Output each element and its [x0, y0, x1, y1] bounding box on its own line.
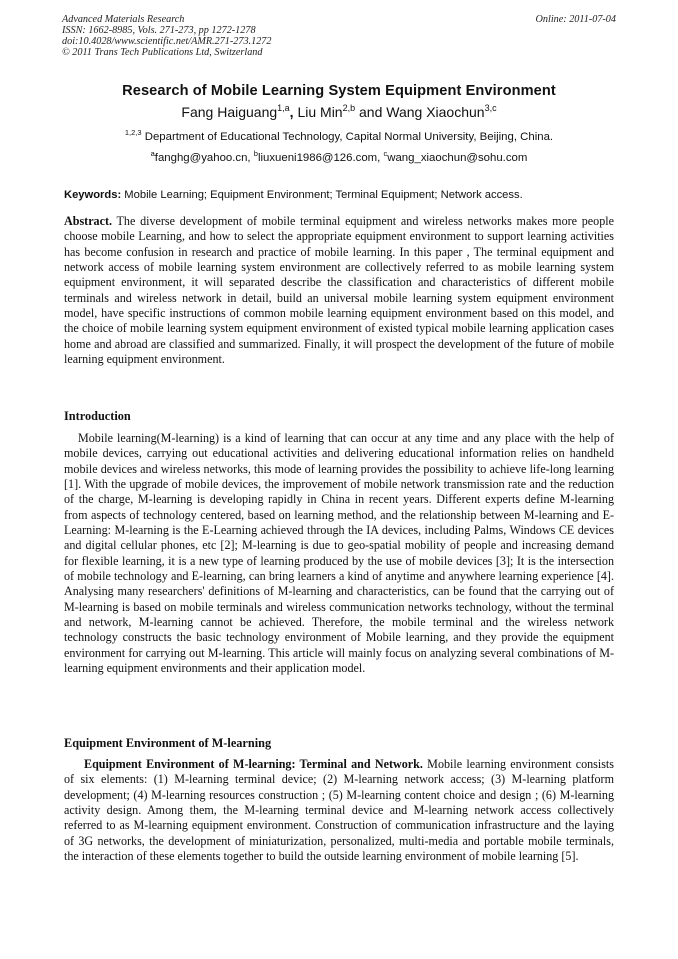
author-name: Liu Min [297, 104, 343, 120]
abstract-label: Abstract. [64, 214, 113, 228]
subsection-lead: Equipment Environment of M-learning: Terminal and Network. [84, 757, 423, 771]
section-heading-introduction: Introduction [64, 409, 131, 423]
author-separator: , [289, 104, 298, 120]
issn-line: ISSN: 1662-8985, Vols. 271-273, pp 1272-1278 [62, 25, 256, 36]
copyright-line: © 2011 Trans Tech Publications Ltd, Switzerland [62, 47, 263, 58]
affiliation-superscript: 1,2,3 [124, 128, 142, 137]
email-superscript: b [253, 149, 258, 158]
author-name: Wang Xiaochun [386, 104, 485, 120]
abstract-text: The diverse development of mobile terminal equipment and wireless networks makes more people choose mobile Learning, and how to select the appropriate equipment environment to support learning activities has become confusion in research and practice of mobile learning. In this paper , The terminal equipment and network access of mobile learning system environment are collectively referred to as mobile learning system equipment environment, it will separated describe the classification and characteristics of different mobile terminals and wireless network in detail, build an universal mobile learning system equipment environment model, have specific instructions of common mobile learning equipment environment based on this model, and the choice of mobile learning system equipment environment of existed typical mobile learning application cases home and abroad are classified and summarized. Finally, it will prospect the development of the future of mobile learning equipment environment. [64, 214, 614, 367]
author-superscript: 1,a [277, 103, 290, 113]
affiliation-text: Department of Educational Technology, Capital Normal University, Beijing, China. [144, 131, 554, 143]
keywords-label: Keywords: [64, 189, 122, 201]
equipment-paragraph [64, 757, 614, 864]
email-superscript: c [383, 149, 388, 158]
paper-title: Research of Mobile Learning System Equipment Environment [122, 83, 556, 99]
author-superscript: 2,b [342, 103, 356, 113]
journal-name: Advanced Materials Research [62, 14, 185, 25]
online-date: Online: 2011-07-04 [535, 14, 616, 25]
journal-header [62, 14, 616, 58]
author-separator: and [355, 104, 387, 120]
email-address: wang_xiaochun@sohu.com [387, 152, 528, 164]
email-list [0, 149, 678, 164]
author-superscript: 3,c [484, 103, 497, 113]
introduction-paragraph: Mobile learning(M-learning) is a kind of learning that can occur at any time and any place with the help of mobile devices, carrying out educational activities and delivering educational information relies on handheld mobile devices and wireless networks, this mode of learning provides the possibility to achieve life-long learning [1]. With the upgrade of mobile devices, the improvement of mobile network transmission rate and the reduction of the charge, M-learning is developing rapidly in China in recent years. Different experts define M-learning from aspects of technology centered, based on learning method, and the relationship between M-learning and E-Learning: M-learning is the E-Learning achieved through the IA devices, including Palms, Windows CE devices and digital cellular phones, etc [2]; M-learning is due to geo-spatial mobility of people and increasing demand for flexible learning, it is a new type of learning produced by the use of mobile devices [3]; It is the intersection of mobile technology and E-learning, can bring learners a kind of anytime and anywhere learning experience [4]. Analysing many researchers' definitions of M-learning and characteristics, can be found that the carrying out of M-learning is based on mobile terminals and wireless communication networks technology, without the terminal and network, M-learning cannot be achieved. Therefore, the mobile terminal and the wireless network technology constructs the basic technology environment of Mobile learning, and they provide the equipment environment for carrying out M-learning. This article will mainly focus on analyzing several combinations of M-learning equipment environments and their application model. [64, 431, 614, 676]
doi-line: doi:10.4028/www.scientific.net/AMR.271-273.1272 [62, 36, 272, 47]
affiliation [0, 128, 678, 143]
abstract-paragraph [64, 214, 614, 367]
author-name: Fang Haiguang [181, 104, 278, 120]
keywords-text: Mobile Learning; Equipment Environment; Terminal Equipment; Network access. [121, 189, 523, 201]
email-address: liuxueni1986@126.com, [257, 152, 384, 164]
section-heading-equipment: Equipment Environment of M-learning [64, 736, 272, 750]
email-superscript: a [150, 149, 155, 158]
equipment-text: Mobile learning environment consists of six elements: (1) M-learning terminal device; (2) M-learning network access; (3) M-learning platform development; (4) M-learning resources construction ; (5) M-learning content choice and design ; (6) M-learning activity design. Among them, the M-learning terminal device and M-learning network access collectively referred to as M-learning equipment environment. Construction of communication infrastructure and the laying of 3G networks, the development of miniaturization, personalized, multi-media and portable mobile terminals, the interaction of these elements together to build the outside learning environment of mobile learning [5]. [64, 757, 615, 864]
keywords [64, 189, 616, 201]
email-address: fanghg@yahoo.cn, [154, 152, 254, 164]
author-list [0, 104, 678, 120]
